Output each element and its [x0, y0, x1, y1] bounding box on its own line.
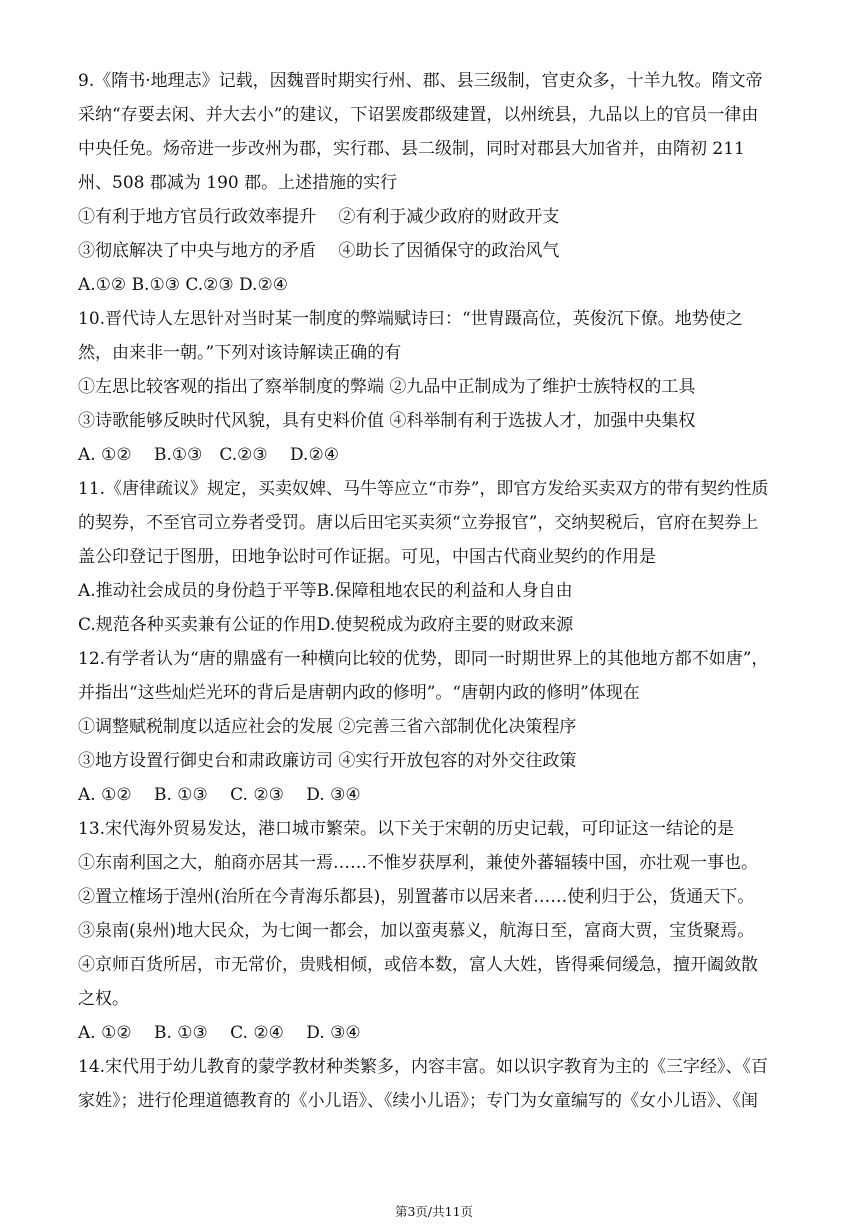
- q9-choices: A.①② B.①③ C.②③ D.②④: [78, 275, 288, 295]
- q13-option-4-cont: 之权。: [78, 989, 129, 1009]
- q12-option-line-1: ①调整赋税制度以适应社会的发展 ②完善三省六部制优化决策程序: [78, 717, 577, 737]
- q13-option-4: ④京师百货所居，市无常价，贵贱相倾，或倍本数，富人大姓，皆得乘伺缓急，擅开阖敛散: [78, 955, 758, 975]
- text-line-q11-2: 的契券，不至官司立券者受罚。唐以后田宅买卖须“立券报官”，交纳契税后，官府在契券上: [78, 513, 759, 533]
- q10-option-line-2: ③诗歌能够反映时代风貌，具有史料价值 ④科举制有利于选拔人才，加强中央集权: [78, 411, 696, 431]
- text-line-q13-1: 13.宋代海外贸易发达，港口城市繁荣。以下关于宋朝的历史记载，可印证这一结论的是: [78, 819, 735, 839]
- text-line-q9-3: 中央任免。炀帝进一步改州为郡，实行郡、县二级制，同时对郡县大加省并，由隋初 211: [78, 139, 745, 159]
- text-line-q9-1: 9.《隋书·地理志》记载，因魏晋时期实行州、郡、县三级制，官吏众多，十羊九牧。隋文帝: [78, 71, 763, 91]
- q9-option-line-1: ①有利于地方官员行政效率提升 ②有利于减少政府的财政开支: [78, 207, 560, 227]
- q10-choices: A. ①② B.①③ C.②③ D.②④: [78, 445, 339, 465]
- page-footer: 第3页/共11页: [394, 1204, 474, 1219]
- text-line-q11-1: 11.《唐律疏议》规定，买卖奴婢、马牛等应立“市券”，即官方发给买卖双方的带有契约性质: [78, 479, 769, 499]
- text-line-q14-2: 家姓》；进行伦理道德教育的《小儿语》、《续小儿语》；专门为女童编写的《女小儿语》、《闺: [78, 1091, 758, 1111]
- text-line-q9-4: 州、508 郡减为 190 郡。上述措施的实行: [78, 173, 398, 193]
- text-line-q14-1: 14.宋代用于幼儿教育的蒙学教材种类繁多，内容丰富。如以识字教育为主的《三字经》、《百: [78, 1057, 769, 1077]
- text-line-q12-1: 12.有学者认为“唐的鼎盛有一种横向比较的优势，即同一时期世界上的其他地方都不如唐”，: [78, 649, 769, 669]
- q10-option-line-1: ①左思比较客观的指出了察举制度的弊端 ②九品中正制成为了维护士族特权的工具: [78, 377, 696, 397]
- text-line-q11-3: 盖公印登记于图册，田地争讼时可作证据。可见，中国古代商业契约的作用是: [78, 547, 656, 567]
- q12-option-line-2: ③地方设置行御史台和肃政廉访司 ④实行开放包容的对外交往政策: [78, 751, 577, 771]
- q11-choices-ab: A.推动社会成员的身份趋于平等B.保障租地农民的利益和人身自由: [78, 581, 573, 601]
- q13-option-3: ③泉南(泉州)地大民众，为七闽一都会，加以蛮夷慕义，航海日至，富商大贾，宝货聚焉。: [78, 921, 755, 941]
- q13-option-1: ①东南利国之大，舶商亦居其一焉……不惟岁获厚利，兼使外蕃辐辏中国，亦壮观一事也。: [78, 853, 758, 873]
- text-line-q10-2: 然，由来非一朝。”下列对该诗解读正确的有: [78, 343, 402, 363]
- q13-option-2: ②置立榷场于湟州(治所在今青海乐都县)，别置蕃市以居来者……使利归于公，货通天下。: [78, 887, 755, 907]
- text-line-q9-2: 采纳“存要去闲、并大去小”的建议，下诏罢废郡级建置，以州统县，九品以上的官员一律由: [78, 105, 759, 125]
- q9-option-line-2: ③彻底解决了中央与地方的矛盾 ④助长了因循保守的政治风气: [78, 241, 560, 261]
- document-body: [78, 64, 788, 1118]
- q13-choices: A. ①② B. ①③ C. ②④ D. ③④: [78, 1023, 361, 1043]
- q11-choices-cd: C.规范各种买卖兼有公证的作用D.使契税成为政府主要的财政来源: [78, 615, 574, 635]
- text-line-q12-2: 并指出“这些灿烂光环的背后是唐朝内政的修明”。“唐朝内政的修明”体现在: [78, 683, 640, 703]
- q12-choices: A. ①② B. ①③ C. ②③ D. ③④: [78, 785, 361, 805]
- text-line-q10-1: 10.晋代诗人左思针对当时某一制度的弊端赋诗曰：“世胄蹑高位，英俊沉下僚。地势使之: [78, 309, 743, 329]
